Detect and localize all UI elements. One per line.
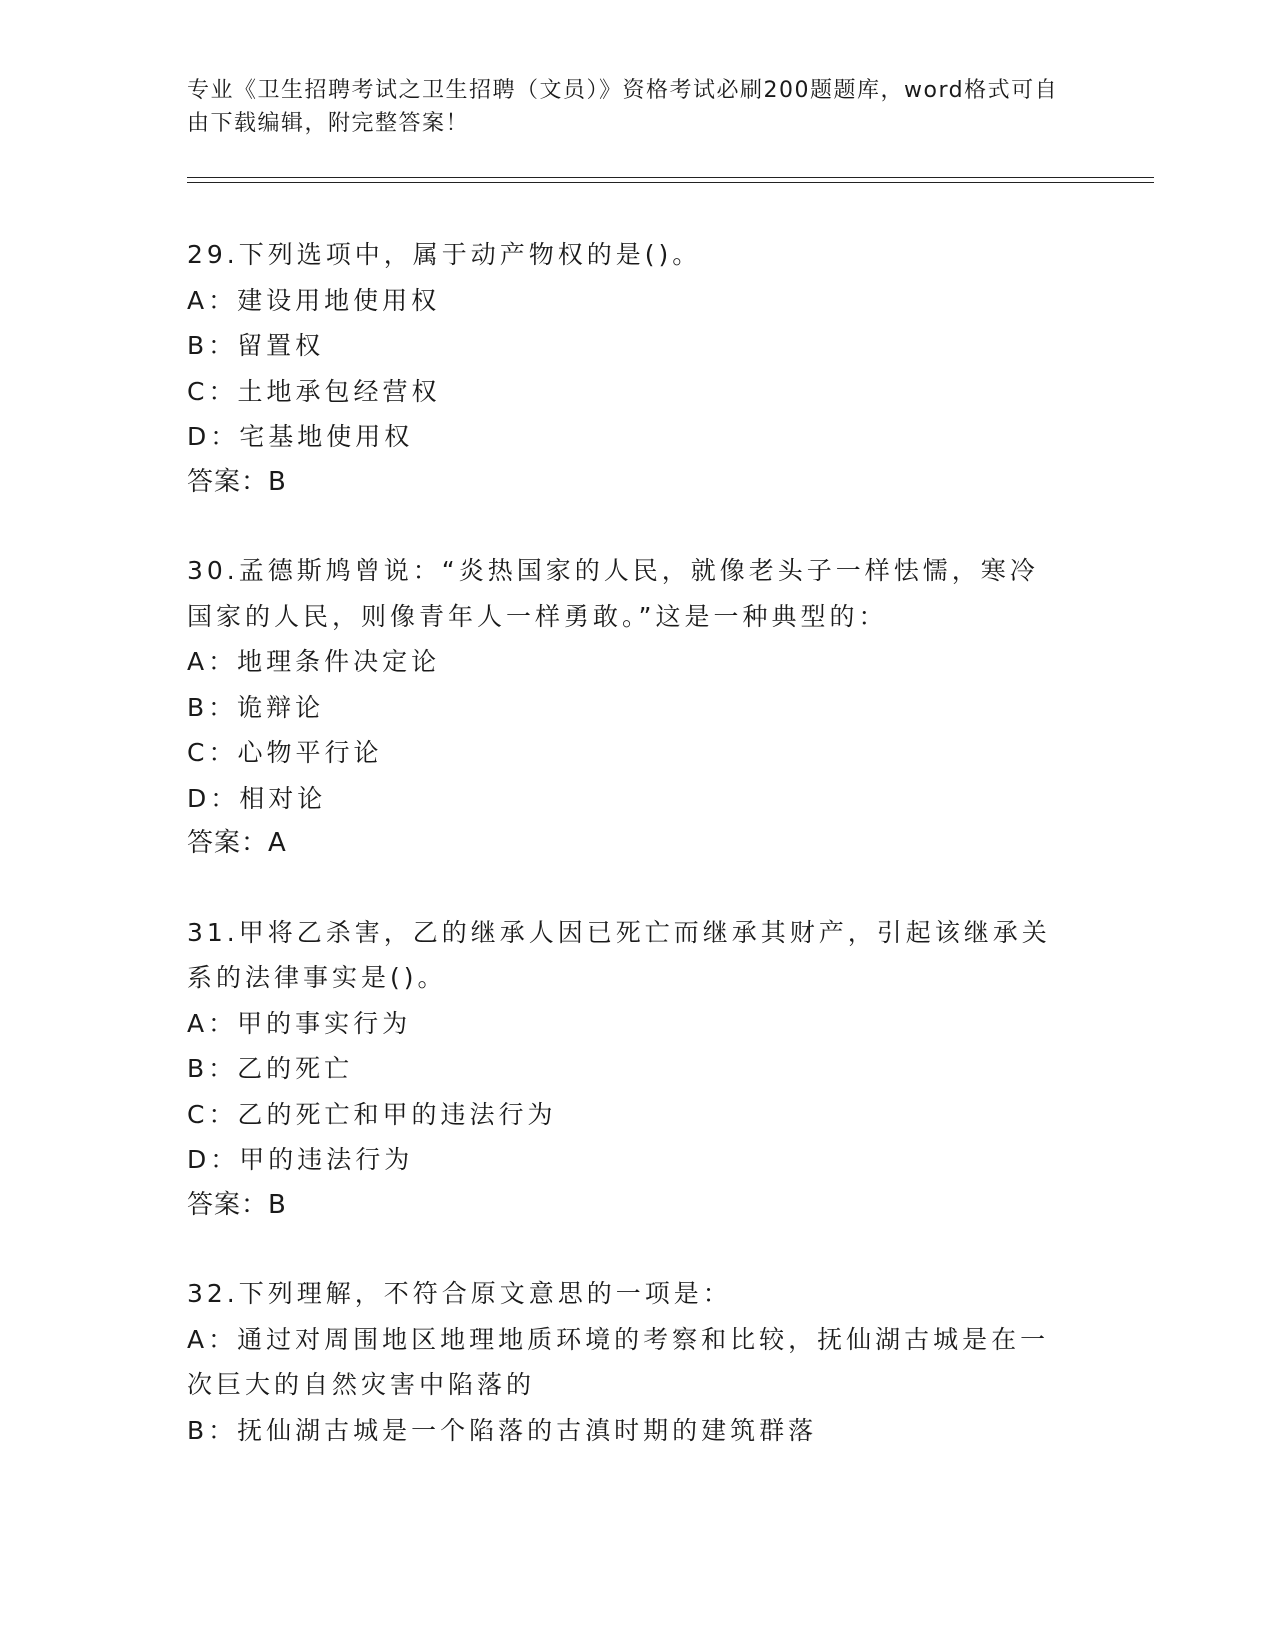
question-stem: 31.甲将乙杀害，乙的继承人因已死亡而继承其财产，引起该继承关系的法律事实是()。 [187, 917, 1051, 992]
option-a: A：甲的事实行为 [187, 1008, 412, 1038]
option-a: A：建设用地使用权 [187, 285, 441, 315]
option-b: B：留置权 [187, 331, 325, 360]
question-item [187, 910, 1067, 1229]
option-a: A：通过对周围地区地理地质环境的考察和比较，抚仙湖古城是在一次巨大的自然灾害中陷落的 [187, 1324, 1050, 1399]
answer-line: 答案：B [187, 1189, 287, 1220]
question-stem: 30.孟德斯鸠曾说：“炎热国家的人民，就像老头子一样怯懦，寒冷国家的人民，则像青年人一样勇敢。”这是一种典型的： [187, 556, 1039, 631]
option-b: B：抚仙湖古城是一个陷落的古滇时期的建筑群落 [187, 1415, 818, 1445]
option-d: D：宅基地使用权 [187, 422, 414, 451]
option-d: D：甲的违法行为 [187, 1145, 414, 1174]
option-b: B：诡辩论 [187, 692, 325, 722]
option-c: C：土地承包经营权 [187, 376, 441, 406]
answer-line: 答案：B [187, 466, 287, 497]
option-a: A：地理条件决定论 [187, 647, 441, 676]
document-header: 专业《卫生招聘考试之卫生招聘（文员）》资格考试必刷200题题库，word格式可自由下载编辑，附完整答案！ [187, 78, 1059, 136]
answer-line: 答案：A [187, 828, 287, 858]
question-item [187, 232, 1067, 505]
question-stem: 32.下列理解，不符合原文意思的一项是： [187, 1279, 732, 1308]
header-divider [187, 177, 1154, 183]
question-item [187, 548, 1067, 867]
option-d: D：相对论 [187, 783, 327, 813]
question-item [187, 1271, 1067, 1453]
option-c: C：乙的死亡和甲的违法行为 [187, 1099, 557, 1129]
question-stem: 29.下列选项中，属于动产物权的是()。 [187, 240, 702, 269]
option-b: B：乙的死亡 [187, 1054, 354, 1083]
option-c: C：心物平行论 [187, 738, 383, 767]
question-list [187, 232, 1067, 1496]
